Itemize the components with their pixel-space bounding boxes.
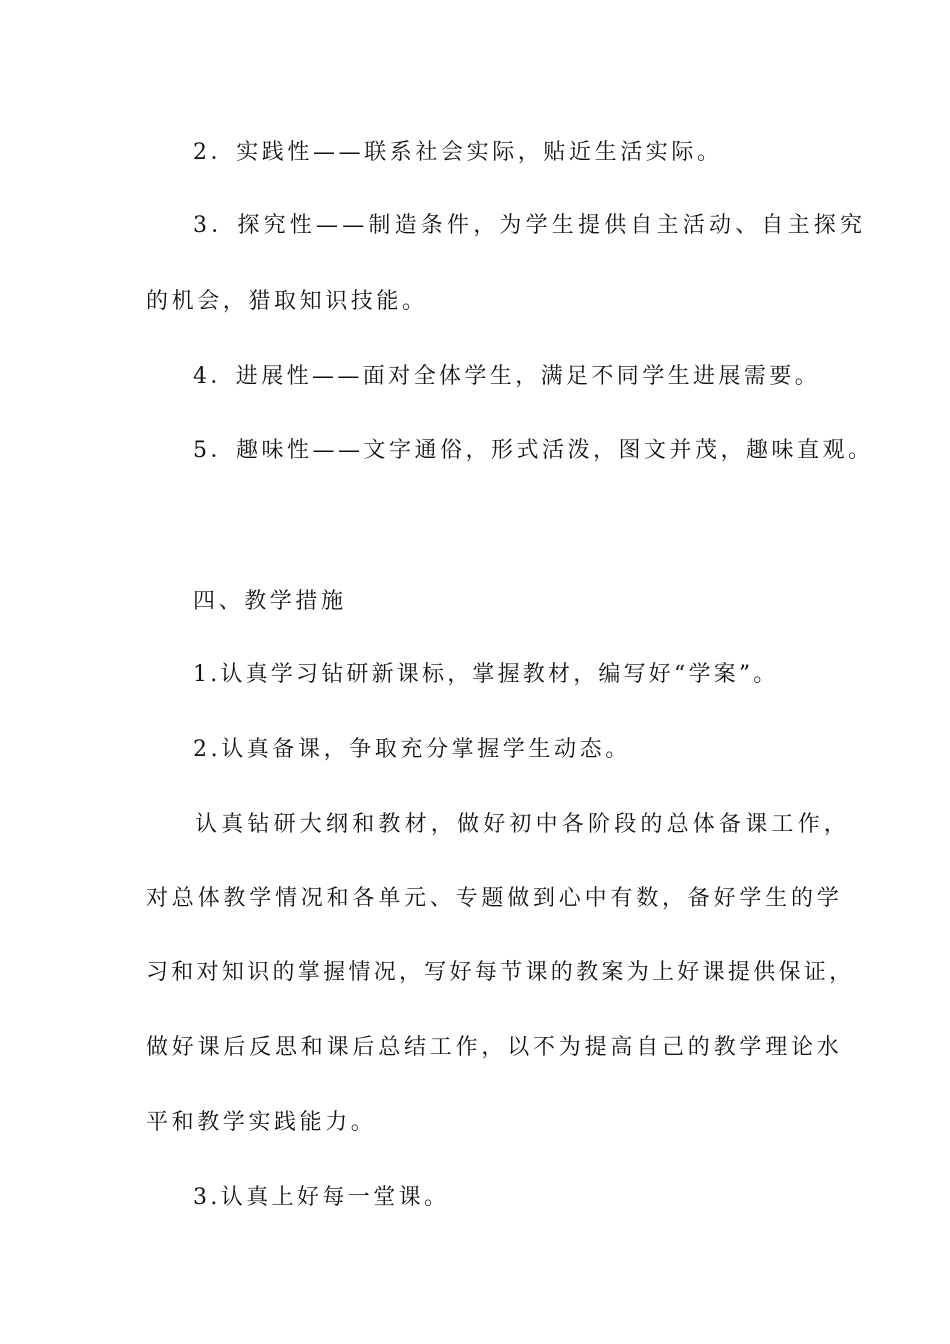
text-line-preparation-5: 平和教学实践能力。	[146, 1110, 377, 1135]
text-line-measure-2: 2.认真备课，争取充分掌握学生动态。	[193, 737, 631, 762]
text-line-development: 4．进展性——面对全体学生，满足不同学生进展需要。	[193, 364, 820, 389]
text-line-interest: 5．趣味性——文字通俗，形式活泼，图文并茂，趣味直观。	[193, 438, 874, 463]
text-line-preparation-4: 做好课后反思和课后总结工作，以不为提高自己的教学理论水	[146, 1035, 843, 1060]
text-line-measure-3: 3.认真上好每一堂课。	[193, 1185, 450, 1210]
text-line-preparation-1: 认真钻研大纲和教材，做好初中各阶段的总体备课工作，	[195, 812, 851, 837]
section-heading-teaching-measures: 四、教学措施	[193, 589, 347, 614]
text-line-measure-1: 1.认真学习钻研新课标，掌握教材，编写好“学案”。	[193, 662, 779, 687]
text-line-inquiry: 3．探究性——制造条件，为学生提供自主活动、自主探究	[193, 213, 867, 238]
text-line-inquiry-continued: 的机会，猎取知识技能。	[146, 289, 428, 314]
text-line-preparation-2: 对总体教学情况和各单元、专题做到心中有数，备好学生的学	[146, 886, 843, 911]
text-line-preparation-3: 习和对知识的掌握情况，写好每节课的教案为上好课提供保证，	[146, 960, 855, 985]
text-line-practicality: 2．实践性——联系社会实际，贴近生活实际。	[193, 140, 723, 165]
